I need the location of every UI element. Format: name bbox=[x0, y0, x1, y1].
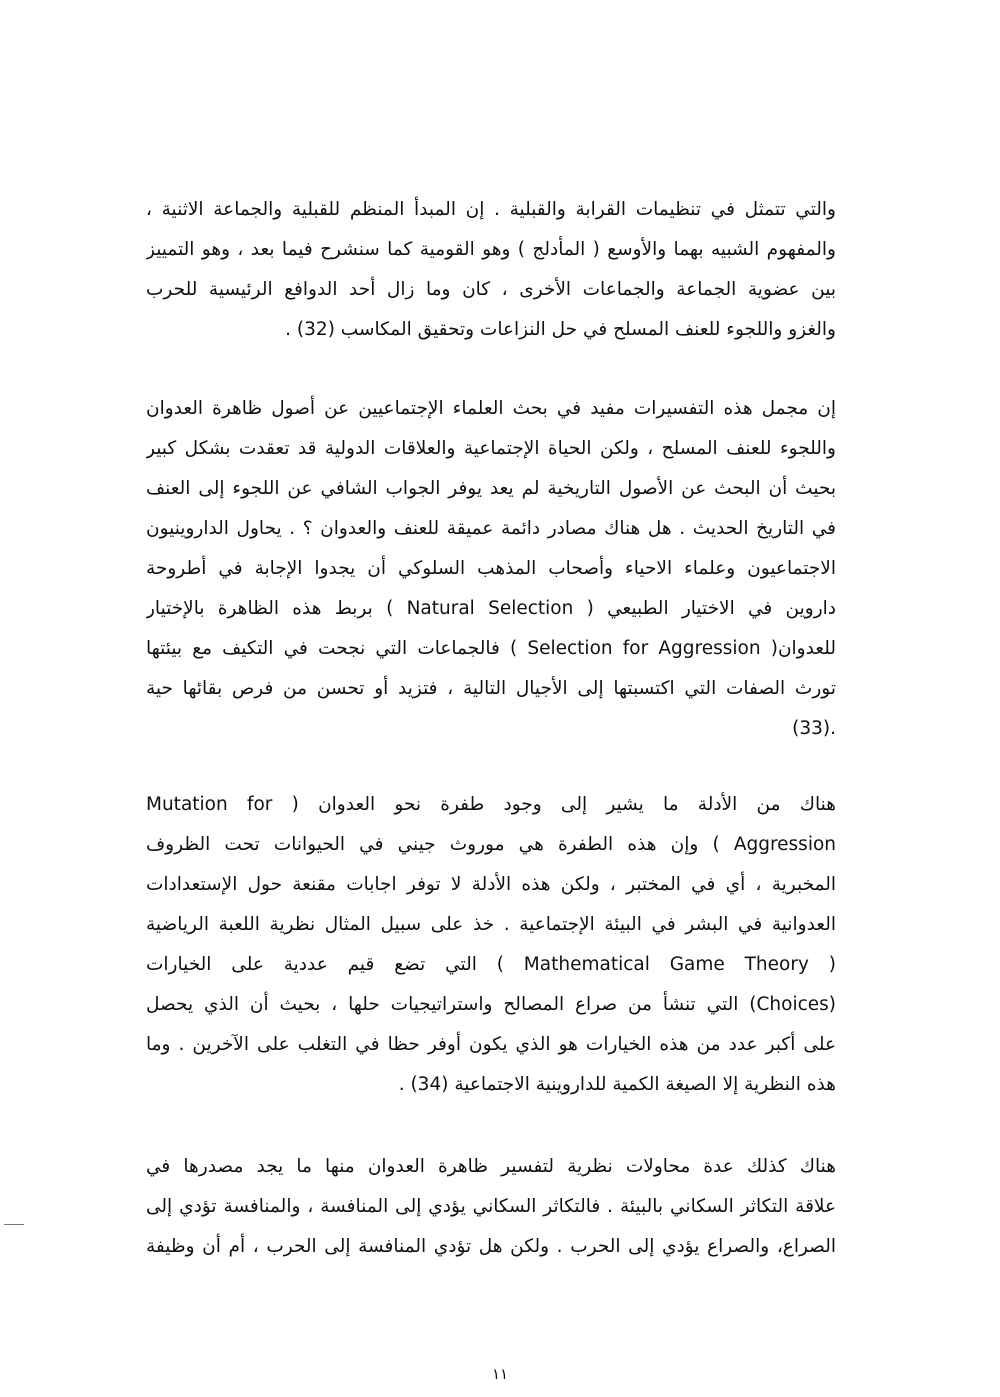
text-line: ( Mathematical Game Theory ) التي تضع قيم عددية على الخيارات bbox=[146, 954, 836, 975]
text-line: إن مجمل هذه التفسيرات مفيد في بحث العلماء الإجتماعيين عن أصول ظاهرة العدوان bbox=[146, 398, 836, 419]
text-line: Aggression ) وإن هذه الطفرة هي موروث جيني في الحيوانات تحت الظروف bbox=[146, 834, 836, 855]
text-line: والمفهوم الشبيه بهما والأوسع ( المأدلج ) وهو القومية كما سنشرح فيما بعد ، وهو التمييز bbox=[146, 239, 836, 260]
text-line: الاجتماعيون وعلماء الاحياء وأصحاب المذهب السلوكي أن يجدوا الإجابة في أطروحة bbox=[146, 558, 836, 579]
text-line: والتي تتمثل في تنظيمات القرابة والقبلية . إن المبدأ المنظم للقبلية والجماعة الاثنية ، bbox=[146, 199, 836, 220]
text-line: هناك كذلك عدة محاولات نظرية لتفسير ظاهرة العدوان منها ما يجد مصدرها في bbox=[146, 1156, 836, 1177]
text-line: على أكبر عدد من هذه الخيارات هو الذي يكون أوفر حظا في التغلب على الآخرين . وما bbox=[146, 1034, 836, 1055]
text-line: واللجوء للعنف المسلح ، ولكن الحياة الإجتماعية والعلاقات الدولية قد تعقدت بشكل كبير bbox=[146, 438, 836, 459]
paragraph-1 bbox=[146, 190, 836, 350]
text-line: علاقة التكاثر السكاني بالبيئة . فالتكاثر السكاني يؤدي إلى المنافسة ، والمنافسة تؤدي إلى bbox=[146, 1196, 836, 1217]
text-line: في التاريخ الحديث . هل هناك مصادر دائمة عميقة للعنف والعدوان ؟ . يحاول الداروينيون bbox=[146, 518, 836, 539]
paragraph-4 bbox=[146, 1147, 836, 1267]
text-line: الصراع، والصراع يؤدي إلى الحرب . ولكن هل تؤدي المنافسة إلى الحرب ، أم أن وظيفة bbox=[146, 1236, 836, 1257]
page-number: ١١ bbox=[491, 1365, 509, 1383]
text-line: المخبرية ، أي في المختبر ، ولكن هذه الأدلة لا توفر اجابات مقنعة حول الإستعدادات bbox=[146, 874, 836, 895]
text-line: بين عضوية الجماعة والجماعات الأخرى ، كان وما زال أحد الدوافع الرئيسية للحرب bbox=[146, 279, 836, 300]
text-line: تورث الصفات التي اكتسبتها إلى الأجيال التالية ، فتزيد أو تحسن من فرص بقائها حية bbox=[146, 678, 836, 699]
paragraph-2 bbox=[146, 389, 836, 749]
text-line: والغزو واللجوء للعنف المسلح في حل النزاعات وتحقيق المكاسب (32) . bbox=[285, 319, 836, 340]
text-line: داروين في الاختيار الطبيعي ( Natural Selection ) بربط هذه الظاهرة بالإختيار bbox=[146, 598, 836, 619]
text-line: .(33) bbox=[792, 718, 836, 739]
text-line: بحيث أن البحث عن الأصول التاريخية لم يعد يوفر الجواب الشافي عن اللجوء إلى العنف bbox=[146, 478, 836, 499]
paragraph-3 bbox=[146, 785, 836, 1105]
text-line: هذه النظرية إلا الصيغة الكمية للداروينية الاجتماعية (34) . bbox=[398, 1074, 836, 1095]
text-line: العدوانية في البشر في البيئة الإجتماعية . خذ على سبيل المثال نظرية اللعبة الرياضية bbox=[146, 914, 836, 935]
text-line: (Choices) التي تنشأ من صراع المصالح واستراتيجيات حلها ، بحيث أن الذي يحصل bbox=[146, 994, 836, 1015]
text-line: للعدوان( Selection for Aggression ) فالجماعات التي نجحت في التكيف مع بيئتها bbox=[146, 638, 836, 659]
text-line: هناك من الأدلة ما يشير إلى وجود طفرة نحو العدوان ( Mutation for bbox=[146, 794, 836, 815]
margin-mark bbox=[4, 1224, 24, 1225]
